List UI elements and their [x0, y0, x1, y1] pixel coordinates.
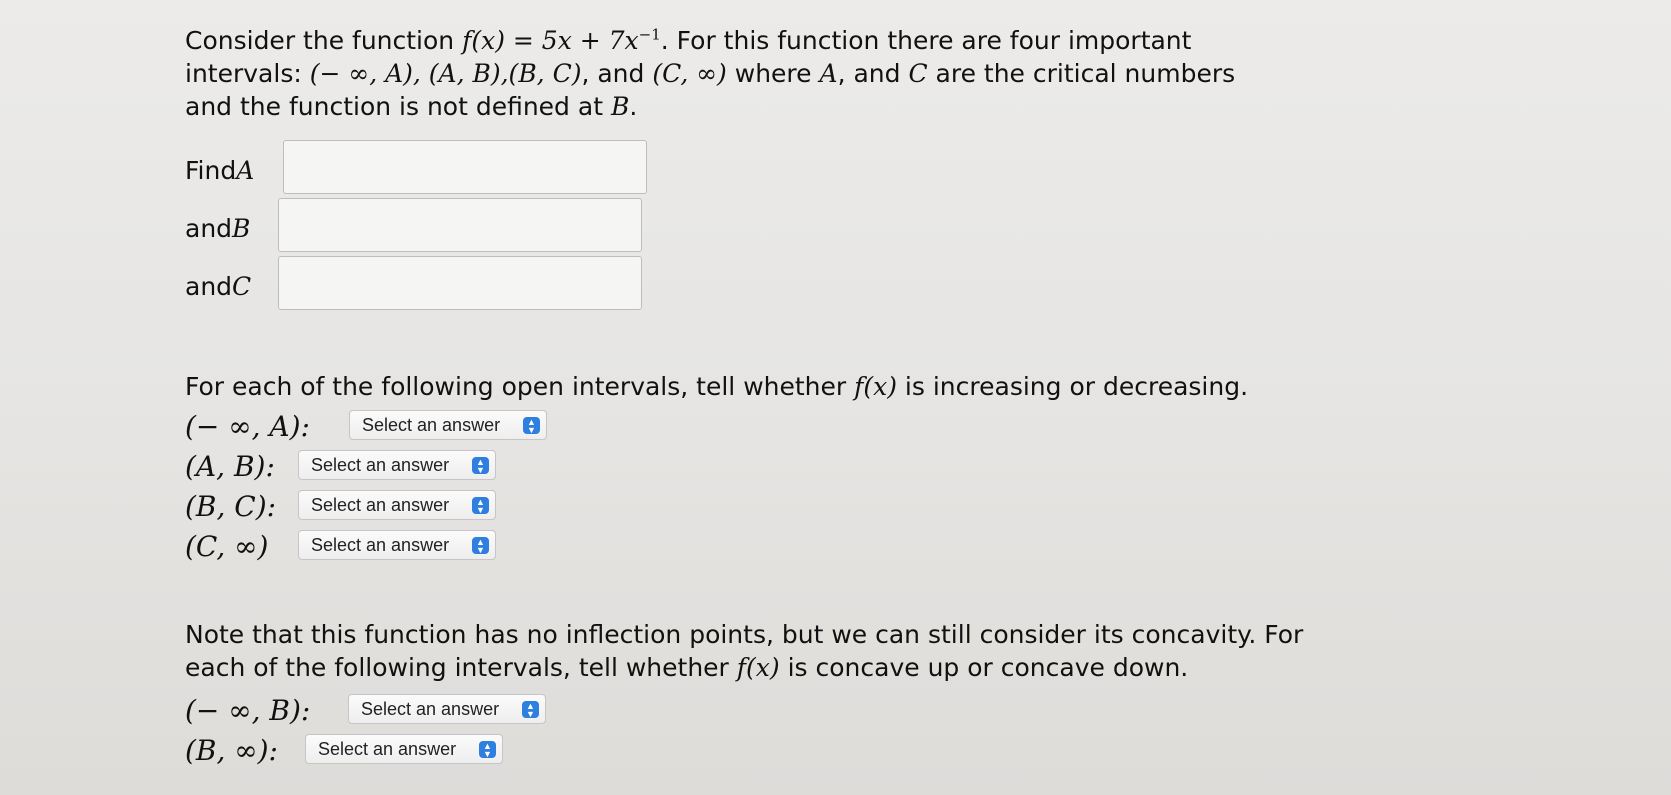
last-interval: (C, ∞) [652, 59, 727, 88]
chevron-up-down-icon: ▲ ▼ [472, 537, 489, 554]
concavity-text-2: each of the following intervals, tell whether [185, 653, 737, 682]
interval-label: (C, ∞) [185, 530, 269, 563]
concavity-text-3: is concave up or concave down. [779, 653, 1189, 682]
select-value: Select an answer [362, 414, 501, 435]
answer-c-input[interactable] [278, 256, 642, 310]
select-value: Select an answer [361, 698, 500, 719]
find-b-row [185, 214, 250, 243]
interval-label: (− ∞, B): [185, 694, 311, 727]
intro-text-1: Consider the function [185, 26, 463, 55]
chevron-up-down-icon: ▲ ▼ [472, 497, 489, 514]
interval-label: (B, ∞): [185, 734, 278, 767]
concavity-question [185, 618, 1585, 684]
find-a-row [185, 156, 254, 185]
answer-a-input[interactable] [283, 140, 647, 194]
find-c-row [185, 272, 251, 301]
intro-text-9: . [629, 92, 638, 121]
select-answer-dropdown[interactable] [298, 450, 496, 480]
intro-text-8: and the function is not defined at [185, 92, 611, 121]
select-value: Select an answer [311, 454, 450, 475]
find-b-label: and [185, 214, 233, 243]
increasing-question [185, 370, 1585, 403]
intro-text-7: are the critical numbers [927, 59, 1236, 88]
intervals-expression: (− ∞, A), (A, B),(B, C) [309, 59, 582, 88]
increasing-text-1: For each of the following open intervals, tell whether [185, 372, 855, 401]
select-answer-dropdown[interactable] [298, 490, 496, 520]
function-expression: f(x) = 5x + 7x [462, 26, 639, 55]
select-answer-dropdown[interactable] [349, 410, 547, 440]
exponent: −1 [638, 25, 661, 44]
find-b-var: B [232, 214, 251, 243]
find-c-label: and [185, 272, 233, 301]
intro-text-2: . For this function there are four important [660, 26, 1192, 55]
intro-paragraph [185, 24, 1585, 123]
increasing-fx: f(x) [854, 372, 897, 401]
increasing-text-2: is increasing or decreasing. [896, 372, 1249, 401]
var-c: C [908, 59, 928, 88]
var-b: B [610, 92, 630, 121]
chevron-up-down-icon: ▲ ▼ [472, 457, 489, 474]
select-value: Select an answer [311, 534, 450, 555]
concavity-text-1: Note that this function has no inflection points, but we can still consider its concavity. For [185, 620, 1304, 649]
select-value: Select an answer [318, 738, 457, 759]
intro-text-3: intervals: [185, 59, 310, 88]
select-value: Select an answer [311, 494, 450, 515]
interval-label: (B, C): [185, 490, 277, 523]
intro-text-5: where [726, 59, 820, 88]
select-answer-dropdown[interactable] [305, 734, 503, 764]
var-a: A [819, 59, 838, 88]
answer-b-input[interactable] [278, 198, 642, 252]
intro-text-6: , and [837, 59, 909, 88]
chevron-up-down-icon: ▲ ▼ [479, 741, 496, 758]
find-a-label: Find [185, 156, 237, 185]
find-a-var: A [236, 156, 255, 185]
chevron-up-down-icon: ▲ ▼ [522, 701, 539, 718]
concavity-fx: f(x) [736, 653, 780, 682]
find-c-var: C [232, 272, 252, 301]
select-answer-dropdown[interactable] [348, 694, 546, 724]
intro-text-4: , and [581, 59, 653, 88]
select-answer-dropdown[interactable] [298, 530, 496, 560]
chevron-up-down-icon: ▲ ▼ [523, 417, 540, 434]
interval-label: (− ∞, A): [185, 410, 310, 443]
interval-label: (A, B): [185, 450, 275, 483]
